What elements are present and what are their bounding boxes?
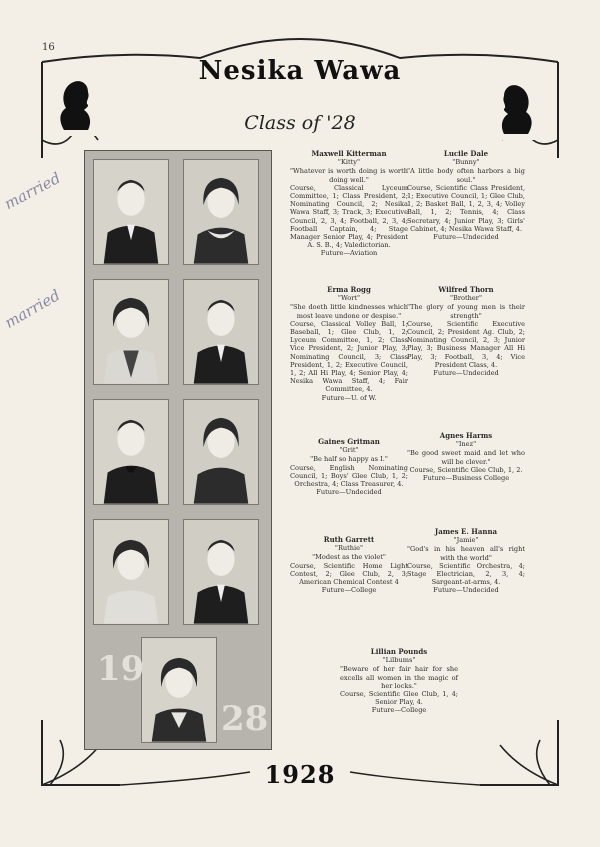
bio-future: Future—Undecided [316, 488, 382, 497]
portrait-strip [84, 150, 272, 750]
bio-nickname: "Grit" [339, 446, 359, 455]
portrait-photo [93, 279, 169, 385]
bio-future: Future—Undecided [433, 369, 499, 378]
portrait-photo [93, 519, 169, 625]
bio-name: Wilfred Thorn [438, 285, 494, 294]
page-subtitle: Class of '28 [244, 112, 356, 134]
bio-future: Future—U. of W. [321, 393, 377, 402]
bio-activities: Course, Scientific Class President, 1; Executive Council, 1; Glee Club, 1, 2; Basket Ball, 1, 2, 3, 4; Volley Ball, 1, 2; Tennis, 4; Class Secretary, 4; Junior Play, 3; Girls' Cabinet, 4; Nesika Wawa Staff, 4. [407, 183, 525, 233]
year-overlay-left: 19 [97, 649, 145, 689]
bio-name: Erma Rogg [327, 285, 371, 294]
bio-entry [407, 286, 525, 377]
bio-activities: Course, Classical Volley Ball, 1; Baseball, 1; Glee Club, 1, 2; Lyceum Committee, 1, 2; Class Vice President, 2; Junior Play, 3; Nominating Council, 3; Class President, 1, 2; Executive Council, 1, 2; All Hi Play, 4; Senior Play, 4; Nesika Wawa Staff, 4; Fair Committee, 4. [290, 319, 408, 394]
bio-name: Lillian Pounds [370, 647, 428, 656]
bio-entry [407, 432, 525, 482]
bio-nickname: "Ruthie" [334, 544, 364, 553]
bio-activities: Course, Scientific Glee Club, 1, 2. [409, 465, 523, 474]
bio-nickname: "Brother" [450, 294, 482, 303]
bio-quote: "Be half so happy as I." [310, 455, 388, 464]
bio-quote: "She doeth little kindnesses which most leave undone or despise." [290, 303, 408, 320]
bio-quote: "Beware of her fair hair for she excells all women in the magic of her locks." [340, 665, 458, 690]
bio-entry [407, 150, 525, 241]
bio-quote: "Whatever is worth doing is worth doing well." [290, 167, 408, 184]
bio-name: Agnes Harms [439, 431, 493, 440]
page-title: Nesika Wawa [198, 56, 402, 86]
bio-nickname: "Bunny" [452, 158, 480, 167]
portrait-photo [183, 399, 259, 505]
portrait-photo [93, 399, 169, 505]
margin-note-1: married [1, 168, 64, 214]
bio-future: Future—Aviation [320, 249, 378, 258]
bio-nickname: "Jamie" [453, 536, 479, 545]
bio-activities: Course, Scientific Orchestra, 4; Stage Electrician, 2, 3, 4; Sargeant-at-arms, 4. [407, 561, 525, 587]
yearbook-year: 1928 [264, 760, 336, 789]
bio-nickname: "Kitty" [337, 158, 361, 167]
bio-quote: "The glory of young men is their strength" [407, 303, 525, 320]
bio-activities: Course, Scientific Executive Council, 2; President Ag. Club, 2; Nominating Council, 2, 3; Junior Play, 3; Business Manager All Hi Play, 3; Football, 3, 4; Vice President Class, 4. [407, 319, 525, 369]
bio-quote: "God's in his heaven all's right with the world" [407, 545, 525, 562]
bio-future: Future—Undecided [433, 586, 499, 595]
portrait-photo [183, 519, 259, 625]
bio-entry [290, 150, 408, 258]
portrait-photo [183, 159, 259, 265]
bio-entry [290, 286, 408, 402]
bio-name: Ruth Garrett [323, 535, 375, 544]
bio-quote: "A little body often harbors a big soul." [407, 167, 525, 184]
bio-name: Gaines Gritman [318, 437, 380, 446]
portrait-photo [183, 279, 259, 385]
bio-quote: "Be good sweet maid and let who will be clever." [407, 449, 525, 466]
bio-entry [290, 438, 408, 496]
bio-nickname: "Lilbums" [382, 656, 416, 665]
bio-name: Lucile Dale [443, 149, 489, 158]
margin-note-2: married [1, 286, 64, 332]
bio-entry [290, 536, 408, 594]
bio-future: Future—College [371, 706, 427, 715]
bio-activities: Course, Scientific Glee Club, 1, 4; Senior Play, 4. [340, 690, 458, 707]
bio-future: Future—Business College [422, 474, 510, 483]
bio-name: James E. Hanna [434, 527, 498, 536]
bio-entry [340, 648, 458, 715]
bio-activities: Course, Classical Lyceum Committee, 1; Class President, 2; Nominating Council, 2; Nesika Wawa Staff, 3; Track, 3; Executive Council, 2, 3, 4; Football, 2, 3, 4; Football Captain, 4; Stage Manager Senior Play, 4; President A. S. B., 4; Valedictorian. [290, 183, 408, 250]
year-overlay-right: 28 [221, 699, 269, 739]
bio-entry [407, 528, 525, 595]
bio-activities: Course, Scientific Home Light Contest, 2; Glee Club, 2, 3; American Chemical Contest 4 [290, 561, 408, 587]
bio-nickname: "Inez" [455, 440, 477, 449]
bio-future: Future—Undecided [433, 233, 499, 242]
bio-name: Maxwell Kitterman [311, 149, 387, 158]
bio-future: Future—College [321, 586, 377, 595]
bio-quote: "Modest as the violet" [312, 553, 386, 562]
bio-activities: Course, English Nominating Council, 1; Boys' Glee Club, 1, 2; Orchestra, 4; Class Treasurer, 4. [290, 463, 408, 489]
bio-nickname: "Wort" [337, 294, 361, 303]
page-number: 16 [42, 42, 55, 53]
portrait-photo [93, 159, 169, 265]
portrait-photo [141, 637, 217, 743]
